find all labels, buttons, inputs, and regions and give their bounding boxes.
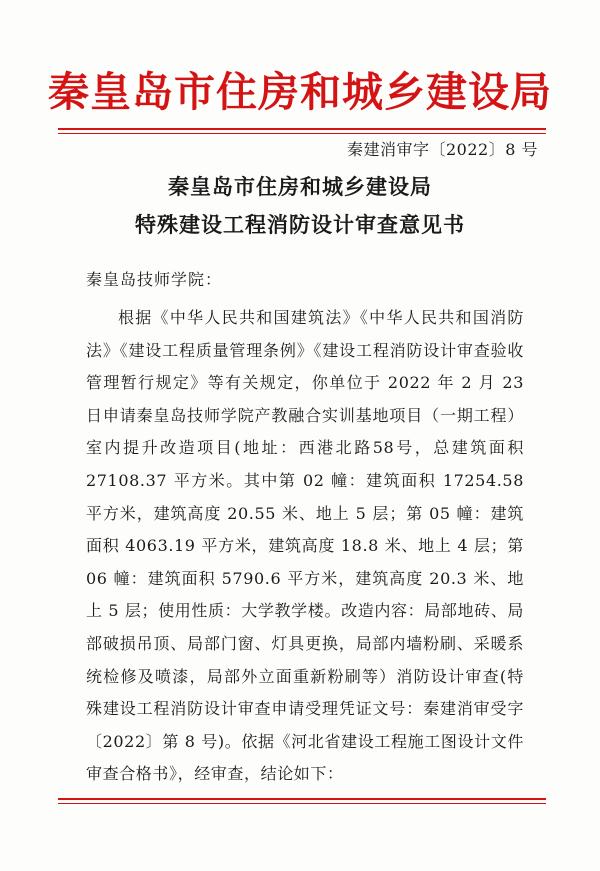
addressee: 秦皇岛技师学院： xyxy=(86,270,223,289)
letterhead-red-rule-thin xyxy=(58,133,546,134)
document-title-issuer: 秦皇岛市住房和城乡建设局 xyxy=(168,175,432,199)
document-number: 秦建消审字〔2022〕8 号 xyxy=(347,140,538,159)
footer-red-rule xyxy=(58,798,546,800)
agency-letterhead: 秦皇岛市住房和城乡建设局 xyxy=(48,68,552,116)
footer-red-rule-thin xyxy=(58,803,546,804)
document-title: 特殊建设工程消防设计审查意见书 xyxy=(135,213,465,237)
letterhead-red-rule xyxy=(58,128,546,130)
body-paragraph: 根据《中华人民共和国建筑法》《中华人民共和国消防法》《建设工程质量管理条例》《建设工程消防设计审查验收管理暂行规定》等有关规定，你单位于 2022 年 2 月 23 日申请秦皇岛技师学院产教融合实训基地项目（一期工程）室内提升改造项目(地址：西港北路58号，总建筑面积 27108.37 平方米。其中第 02 幢：建筑面积 17254.58 平方米，建筑高度 20.55 米、地上 5 层；第 05 幢：建筑面积 4063.19 平方米，建筑高度 18.8 米、地上 4 层；第 06 幢：建筑面积 5790.6 平方米，建筑高度 20.3 米、地上 5 层；使用性质：大学教学楼。改造内容：局部地砖、局部破损吊顶、局部门窗、灯具更换，局部内墙粉刷、采暖系统检修及喷漆，局部外立面重新粉刷等）消防设计审查(特殊建设工程消防设计审查申请受理凭证文号：秦建消审受字〔2022〕第 8 号)。依据《河北省建设工程施工图设计文件审查合格书》，经审查，结论如下： xyxy=(86,308,524,784)
